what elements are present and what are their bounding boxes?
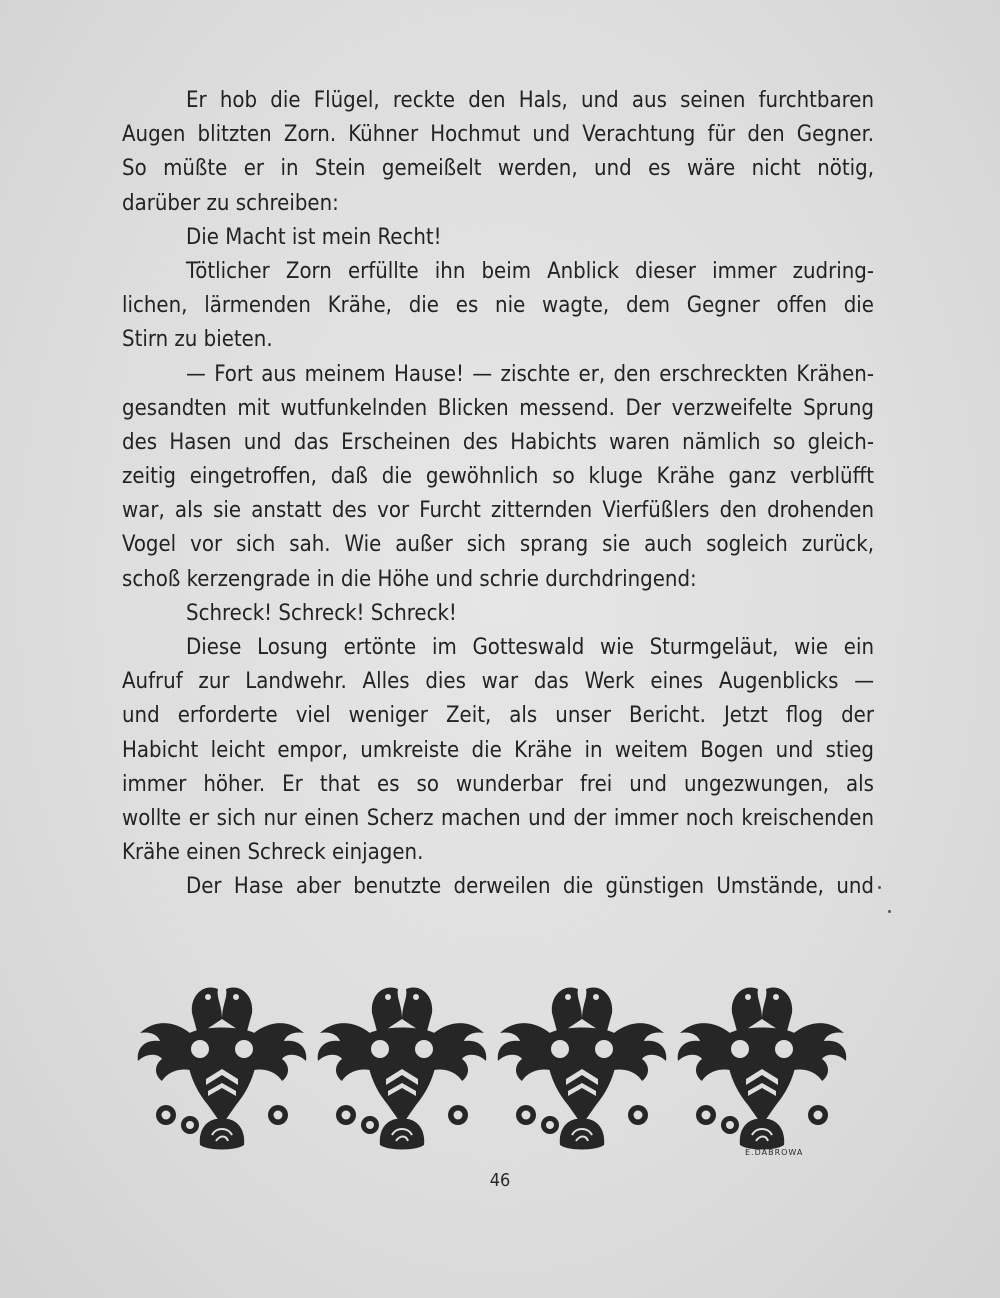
body-text [122, 84, 874, 905]
text-line: Habicht leicht empor, umkreiste die Krähe in weitem Bogen und stieg [122, 737, 874, 763]
text-line: war, als sie anstatt des vor Furcht zitternden Vierfüßlers den drohenden [122, 498, 874, 524]
text-line: So müßte er in Stein gemeißelt werden, und es wäre nicht nötig, [122, 156, 874, 182]
text-line: Augen blitzten Zorn. Kühner Hochmut und Verachtung für den Gegner. [122, 122, 874, 148]
text-line: Der Hase aber benutzte derweilen die günstigen Umstände, und [186, 874, 874, 900]
text-line: Vogel vor sich sah. Wie außer sich sprang sie auch sogleich zurück, [122, 532, 874, 558]
text-line: lichen, lärmenden Krähe, die es nie wagte, dem Gegner offen die [122, 293, 874, 319]
text-line: und erforderte viel weniger Zeit, als unser Bericht. Jetzt flog der [122, 703, 874, 729]
ornament-motif-3 [498, 987, 667, 1149]
text-line: Schreck! Schreck! Schreck! [186, 600, 457, 626]
text-line: Aufruf zur Landwehr. Alles dies war das Werk eines Augenblicks — [122, 669, 874, 695]
text-line: Diese Losung ertönte im Gotteswald wie Sturmgeläut, wie ein [186, 635, 874, 660]
print-speck [878, 886, 881, 889]
ornament-motif-4 [678, 987, 847, 1149]
text-line: immer höher. Er that es so wunderbar frei und ungezwungen, als [122, 771, 874, 797]
text-line: Stirn zu bieten. [122, 327, 273, 353]
text-line: wollte er sich nur einen Scherz machen und der immer noch kreischenden [122, 805, 874, 831]
artist-signature: E.DABROWA [745, 1148, 804, 1157]
text-line: schoß kerzengrade in die Höhe und schrie durchdringend: [122, 566, 697, 592]
text-line: Die Macht ist mein Recht! [186, 224, 442, 250]
text-line: zeitig eingetroffen, daß die gewöhnlich so kluge Krähe ganz verblüfft [122, 464, 874, 490]
text-line: Er hob die Flügel, reckte den Hals, und aus seinen furchtbaren [186, 88, 874, 113]
text-line: Tötlicher Zorn erfüllte ihn beim Anblick dieser immer zudring- [186, 258, 874, 284]
text-line: darüber zu schreiben: [122, 190, 339, 216]
text-line: des Hasen und das Erscheinen des Habichts waren nämlich so gleich- [122, 429, 874, 455]
print-speck [888, 910, 891, 913]
text-line: gesandten mit wutfunkelnden Blicken messend. Der verzweifelte Sprung [122, 395, 874, 421]
text-line: — Fort aus meinem Hause! — zischte er, den erschreckten Krähen- [186, 361, 874, 387]
ornament-motif-1 [138, 987, 307, 1149]
ornament-motif-2 [318, 987, 487, 1149]
page-number: 46 [489, 1170, 511, 1191]
decorative-bird-ornament-border [132, 975, 872, 1165]
text-line: Krähe einen Schreck einjagen. [122, 840, 424, 866]
